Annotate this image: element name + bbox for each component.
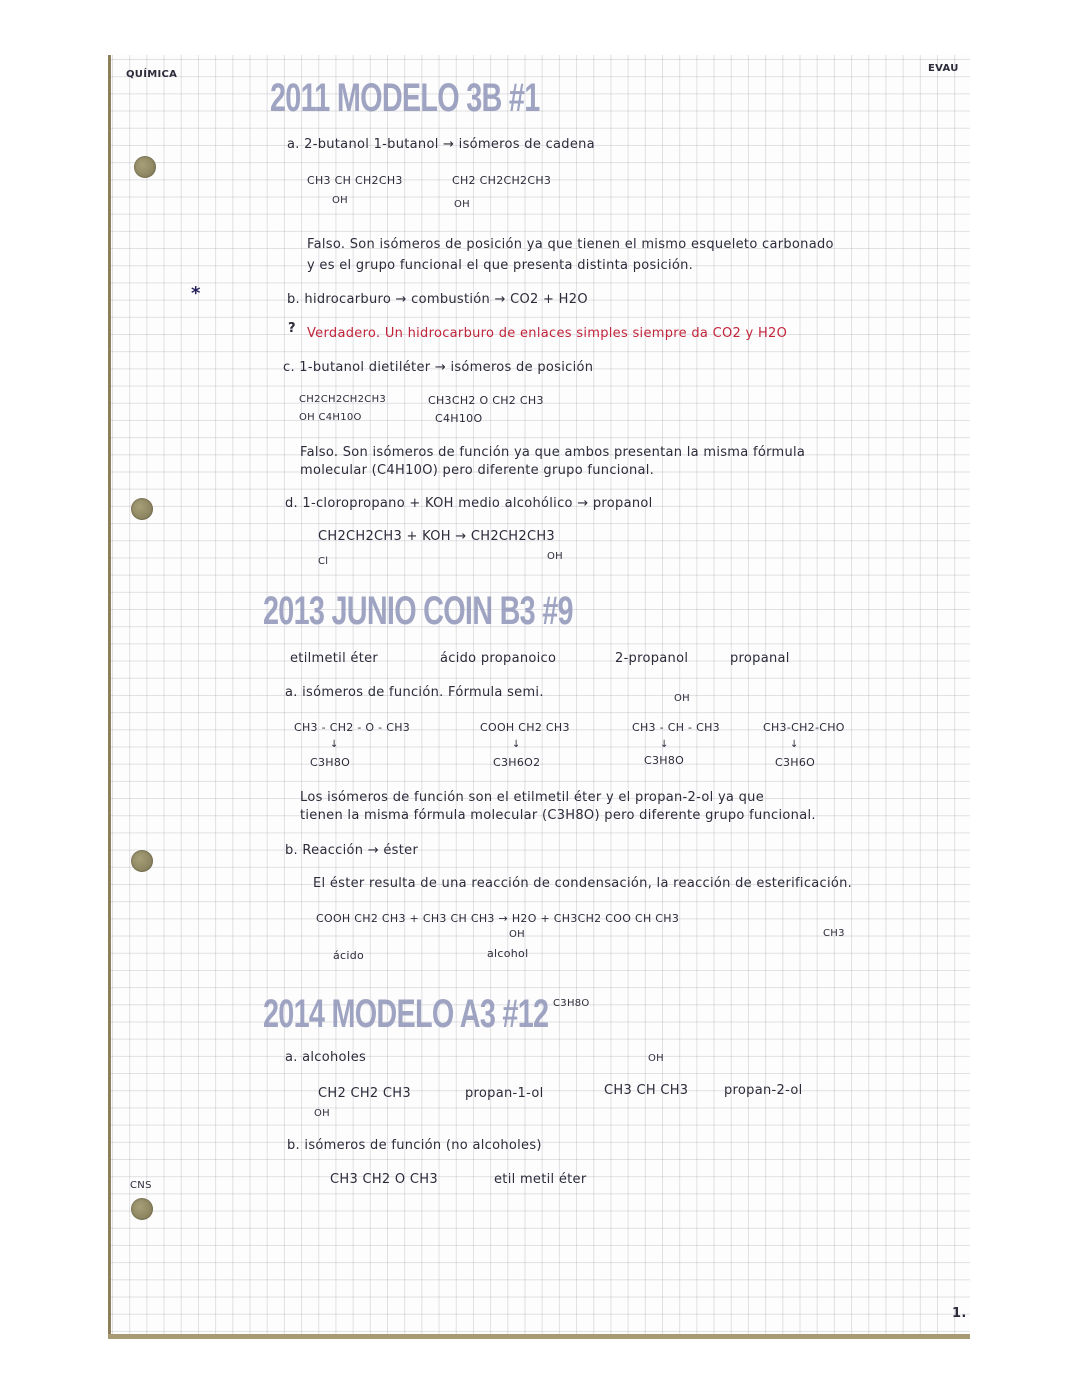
- answer-text: Falso. Son isómeros de posición ya que tienen el mismo esqueleto carbonado: [307, 237, 834, 252]
- formula-sub: OH: [314, 1108, 330, 1119]
- item-b-heading: b. isómeros de función (no alcoholes): [287, 1138, 542, 1153]
- answer-text: Los isómeros de función son el etilmetil éter y el propan-2-ol ya que: [300, 790, 765, 805]
- formula-sub: OH: [332, 195, 348, 206]
- reaction: COOH CH2 CH3 + CH3 CH CH3 → H2O + CH3CH2 COO CH CH3: [316, 912, 680, 925]
- top-right-label: EVAU: [928, 63, 959, 74]
- punch-hole: [134, 156, 156, 178]
- formula: CH2 CH2 CH3: [318, 1086, 411, 1101]
- formula-sub: OH: [648, 1053, 664, 1064]
- formula-sub: OH: [454, 199, 470, 210]
- answer-text: molecular (C4H10O) pero diferente grupo funcional.: [300, 463, 655, 478]
- formula-sub: OH: [547, 551, 563, 562]
- formula: CH3 - CH - CH3: [632, 721, 720, 734]
- section-title-2014: 2014 MODELO A3 #12: [263, 992, 549, 1036]
- formula: CH3 CH2 O CH3: [330, 1172, 438, 1187]
- answer-text: El éster resulta de una reacción de condensación, la reacción de esterificación.: [313, 876, 853, 891]
- bottom-edge: [108, 1334, 970, 1339]
- compound-name: ácido propanoico: [440, 651, 557, 666]
- item-b-heading: b. hidrocarburo → combustión → CO2 + H2O: [287, 292, 588, 307]
- formula: CH3-CH2-CHO: [763, 721, 845, 734]
- formula-sub: OH C4H10O: [299, 412, 362, 423]
- molecular-formula: C3H8O: [310, 756, 351, 769]
- page-number: 1.: [952, 1306, 967, 1321]
- compound-name: etilmetil éter: [290, 651, 379, 666]
- item-c-heading: c. 1-butanol dietiléter → isómeros de posición: [283, 360, 594, 375]
- item-a-heading: a. isómeros de función. Fórmula semi.: [285, 685, 544, 700]
- item-a-heading: a. 2-butanol 1-butanol → isómeros de cadena: [287, 137, 595, 152]
- compound-name: etil metil éter: [494, 1172, 587, 1187]
- answer-text: tienen la misma fórmula molecular (C3H8O) pero diferente grupo funcional.: [300, 808, 816, 823]
- compound-name: propan-1-ol: [465, 1086, 544, 1101]
- subject-label: QUÍMICA: [126, 69, 178, 80]
- formula: CH3 - CH2 - O - CH3: [294, 721, 411, 734]
- arrow-down-icon: ↓: [790, 739, 799, 750]
- formula: CH3 CH CH3: [604, 1083, 689, 1098]
- question-mark: ?: [288, 321, 296, 336]
- formula: CH2 CH2CH2CH3: [452, 174, 552, 187]
- molecular-formula: C3H8O: [644, 754, 685, 767]
- label-alcohol: alcohol: [487, 947, 529, 960]
- compound-name: propan-2-ol: [724, 1083, 803, 1098]
- margin-bottom-label: CNS: [130, 1180, 152, 1191]
- formula-sub: OH: [509, 929, 525, 940]
- arrow-down-icon: ↓: [660, 739, 669, 750]
- punch-hole: [131, 498, 153, 520]
- formula: CH3 CH CH2CH3: [307, 174, 403, 187]
- compound-name: propanal: [730, 651, 790, 666]
- section-title-2011: 2011 MODELO 3B #1: [270, 76, 540, 120]
- formula: CH3CH2 O CH2 CH3: [428, 394, 544, 407]
- compound-name: 2-propanol: [615, 651, 689, 666]
- formula-sub: OH: [674, 693, 690, 704]
- item-a-heading: a. alcoholes: [285, 1050, 367, 1065]
- answer-text: Falso. Son isómeros de función ya que ambos presentan la misma fórmula: [300, 445, 806, 460]
- star-mark-icon: *: [191, 283, 201, 304]
- formula-sub: Cl: [318, 556, 329, 567]
- answer-text: y es el grupo funcional el que presenta distinta posición.: [307, 258, 694, 273]
- arrow-down-icon: ↓: [512, 739, 521, 750]
- molecular-formula: C3H6O2: [493, 756, 541, 769]
- margin-line: [108, 55, 111, 1338]
- punch-hole: [131, 1198, 153, 1220]
- item-d-heading: d. 1-cloropropano + KOH medio alcohólico → propanol: [285, 496, 653, 511]
- formula-sub: CH3: [823, 928, 845, 939]
- item-b-heading: b. Reacción → éster: [285, 843, 419, 858]
- title-note: C3H8O: [553, 998, 590, 1009]
- arrow-down-icon: ↓: [330, 739, 339, 750]
- punch-hole: [131, 850, 153, 872]
- formula-sub: C4H10O: [435, 412, 483, 425]
- formula: CH2CH2CH2CH3: [299, 394, 387, 405]
- label-acid: ácido: [333, 949, 365, 962]
- reaction: CH2CH2CH3 + KOH → CH2CH2CH3: [318, 529, 555, 544]
- answer-text-red: Verdadero. Un hidrocarburo de enlaces simples siempre da CO2 y H2O: [307, 326, 788, 341]
- molecular-formula: C3H6O: [775, 756, 816, 769]
- section-title-2013: 2013 JUNIO COIN B3 #9: [263, 589, 573, 633]
- formula: COOH CH2 CH3: [480, 721, 570, 734]
